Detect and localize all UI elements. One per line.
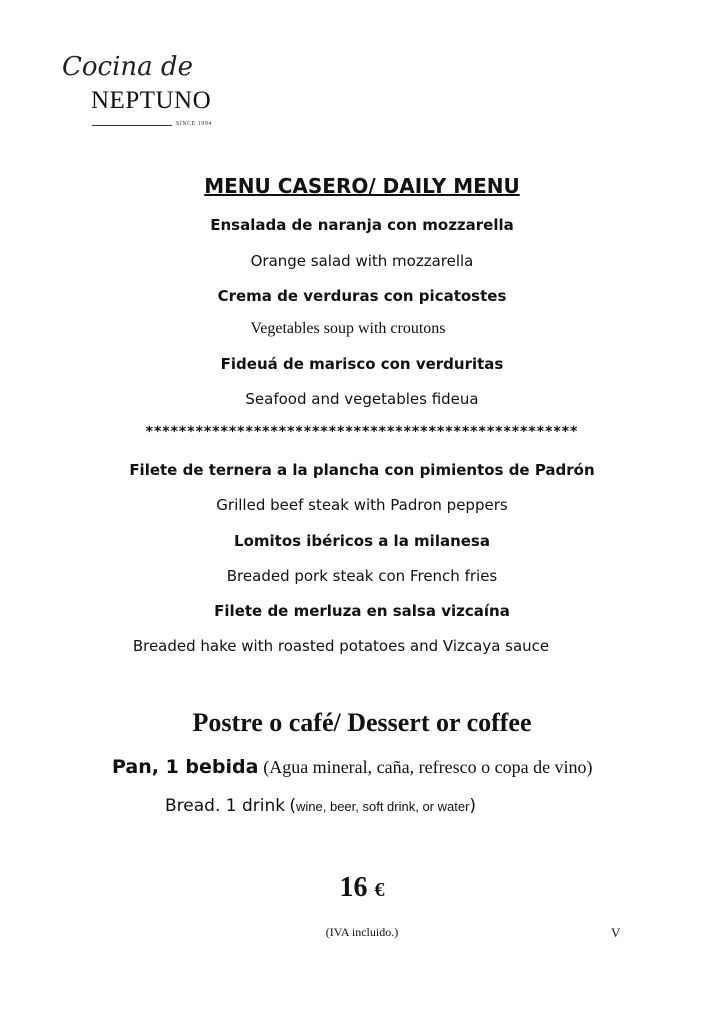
includes-en xyxy=(165,796,476,816)
dessert-heading: Postre o café/ Dessert or coffee xyxy=(192,708,532,737)
tax-note: (IVA incluido.) xyxy=(325,925,399,939)
includes-es-detail: (Agua mineral, caña, refresco o copa de vino) xyxy=(263,757,593,777)
starter-1-en: Orange salad with mozzarella xyxy=(250,252,474,270)
price-amount: 16 xyxy=(339,872,368,903)
main-3-es: Filete de merluza en salsa vizcaína xyxy=(214,602,510,620)
includes-en-close: ) xyxy=(469,796,477,816)
starter-2-es: Crema de verduras con picatostes xyxy=(217,287,507,305)
menu-title: MENU CASERO/ DAILY MENU xyxy=(204,174,520,198)
main-1-es: Filete de ternera a la plancha con pimientos de Padrón xyxy=(129,461,595,479)
starter-2-en: Vegetables soup with croutons xyxy=(250,320,446,337)
logo-name: NEPTUNO xyxy=(91,87,212,114)
logo-script-text: Cocina de xyxy=(62,52,193,82)
includes-en-bold: Bread. 1 drink xyxy=(165,796,286,816)
section-separator: **************************************************** xyxy=(145,424,579,440)
logo-divider xyxy=(92,125,172,126)
includes-en-detail: wine, beer, soft drink, or water xyxy=(296,799,470,814)
starter-3-en: Seafood and vegetables fideua xyxy=(245,390,479,408)
price-currency: € xyxy=(374,879,385,901)
main-2-es: Lomitos ibéricos a la milanesa xyxy=(234,532,490,550)
starter-3-es: Fideuá de marisco con verduritas xyxy=(220,355,504,373)
starter-1-es: Ensalada de naranja con mozzarella xyxy=(210,216,514,234)
includes-en-open: ( xyxy=(289,796,296,816)
menu-price xyxy=(0,872,724,904)
main-2-en: Breaded pork steak con French fries xyxy=(226,567,498,585)
includes-es-bold: Pan, 1 bebida xyxy=(112,756,259,778)
version-mark: V xyxy=(611,925,621,940)
includes-es xyxy=(112,756,593,779)
main-1-en: Grilled beef steak with Padron peppers xyxy=(216,496,508,514)
main-3-en: Breaded hake with roasted potatoes and Vizcaya sauce xyxy=(132,637,550,655)
logo-since: SINCE 1994 xyxy=(176,121,212,127)
